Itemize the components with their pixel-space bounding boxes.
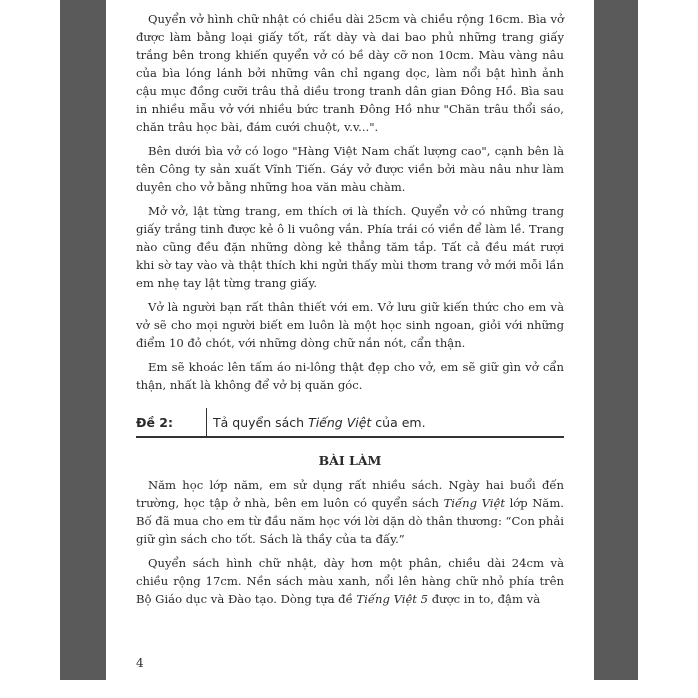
title-suffix: của em. xyxy=(371,415,426,430)
title-book-name: Tiếng Việt xyxy=(308,415,372,430)
exercise-number: Đề 2: xyxy=(136,415,173,430)
page-shadow-left xyxy=(60,0,106,680)
text-run: được in to, đậm và xyxy=(428,592,541,606)
book-page xyxy=(106,0,594,680)
page-content xyxy=(136,10,564,614)
title-prefix: Tả quyển sách xyxy=(213,415,309,430)
page-number: 4 xyxy=(136,656,144,670)
text-run: lớp Năm. Bố đã mua cho em từ đầu năm học với lời dặn dò thân thương: “Con phải giữ gìn sách cho tốt. Sách là thầy của ta đấy.” xyxy=(136,496,564,546)
exercise-title xyxy=(207,408,426,436)
page-shadow-right xyxy=(594,0,638,680)
answer-label: BÀI LÀM xyxy=(318,453,382,468)
paragraph: Vở là người bạn rất thân thiết với em. Vở lưu giữ kiến thức cho em và vở sẽ cho mọi người biết em luôn là một học sinh ngoan, giỏi với những điểm 10 đỏ chót, với những dòng chữ nắn nót, cẩn thận. xyxy=(136,300,564,350)
text-run: Năm học lớp năm, em sử dụng rất nhiều sách. Ngày hai buổi đến trường, học tập ở nhà, bên em luôn có quyển sách xyxy=(136,478,564,510)
book-name: Tiếng Việt 5 xyxy=(356,592,429,606)
book-name: Tiếng Việt xyxy=(443,496,505,510)
paragraph: Em sẽ khoác lên tấm áo ni-lông thật đẹp cho vở, em sẽ giữ gìn vở cẩn thận, nhất là không để vở bị quăn góc. xyxy=(136,360,564,392)
paragraph: Mở vở, lật từng trang, em thích ơi là thích. Quyển vở có những trang giấy trắng tinh được kẻ ô li vuông vắn. Phía trái có viền để làm lề. Trang nào cũng đều đặn những dòng kẻ thẳng tăm tắp. Tất cả đều mát rượi khi sờ tay vào và thật thích khi ngửi thấy mùi thơm trang vở mới mỗi lần em nhẹ tay lật từng trang giấy. xyxy=(136,204,564,290)
text-run: Quyển sách hình chữ nhật, dày hơn một phân, chiều dài 24cm và chiều rộng 17cm. Nền sách màu xanh, nổi lên hàng chữ nhỏ phía trên Bộ Giáo dục và Đào tạo. Dòng tựa đề xyxy=(136,556,564,606)
paragraph xyxy=(136,554,564,608)
exercise-heading xyxy=(136,408,564,438)
paragraph xyxy=(136,476,564,548)
paragraph: Bên dưới bìa vở có logo "Hàng Việt Nam chất lượng cao", cạnh bên là tên Công ty sản xuất Vĩnh Tiến. Gáy vở được viền bởi màu nâu như làm duyên cho vở bằng những hoa văn màu chàm. xyxy=(136,144,564,194)
paragraph: Quyển vở hình chữ nhật có chiều dài 25cm và chiều rộng 16cm. Bìa vở được làm bằng loại giấy tốt, rất dày và dai bao phủ những trang giấy trắng bên trong khiến quyển vở có bề dày cỡ non 10cm. Màu vàng nâu của bìa lóng lánh bởi những vân chỉ ngang dọc, làm nổi bật hình ảnh cậu mục đồng cưỡi trâu thả diều trong tranh dân gian Đông Hồ. Bìa sau in nhiều mẫu vở với nhiều bức tranh Đông Hồ như "Chăn trâu thổi sáo, chăn trâu học bài, đám cưới chuột, v.v...". xyxy=(136,12,564,134)
